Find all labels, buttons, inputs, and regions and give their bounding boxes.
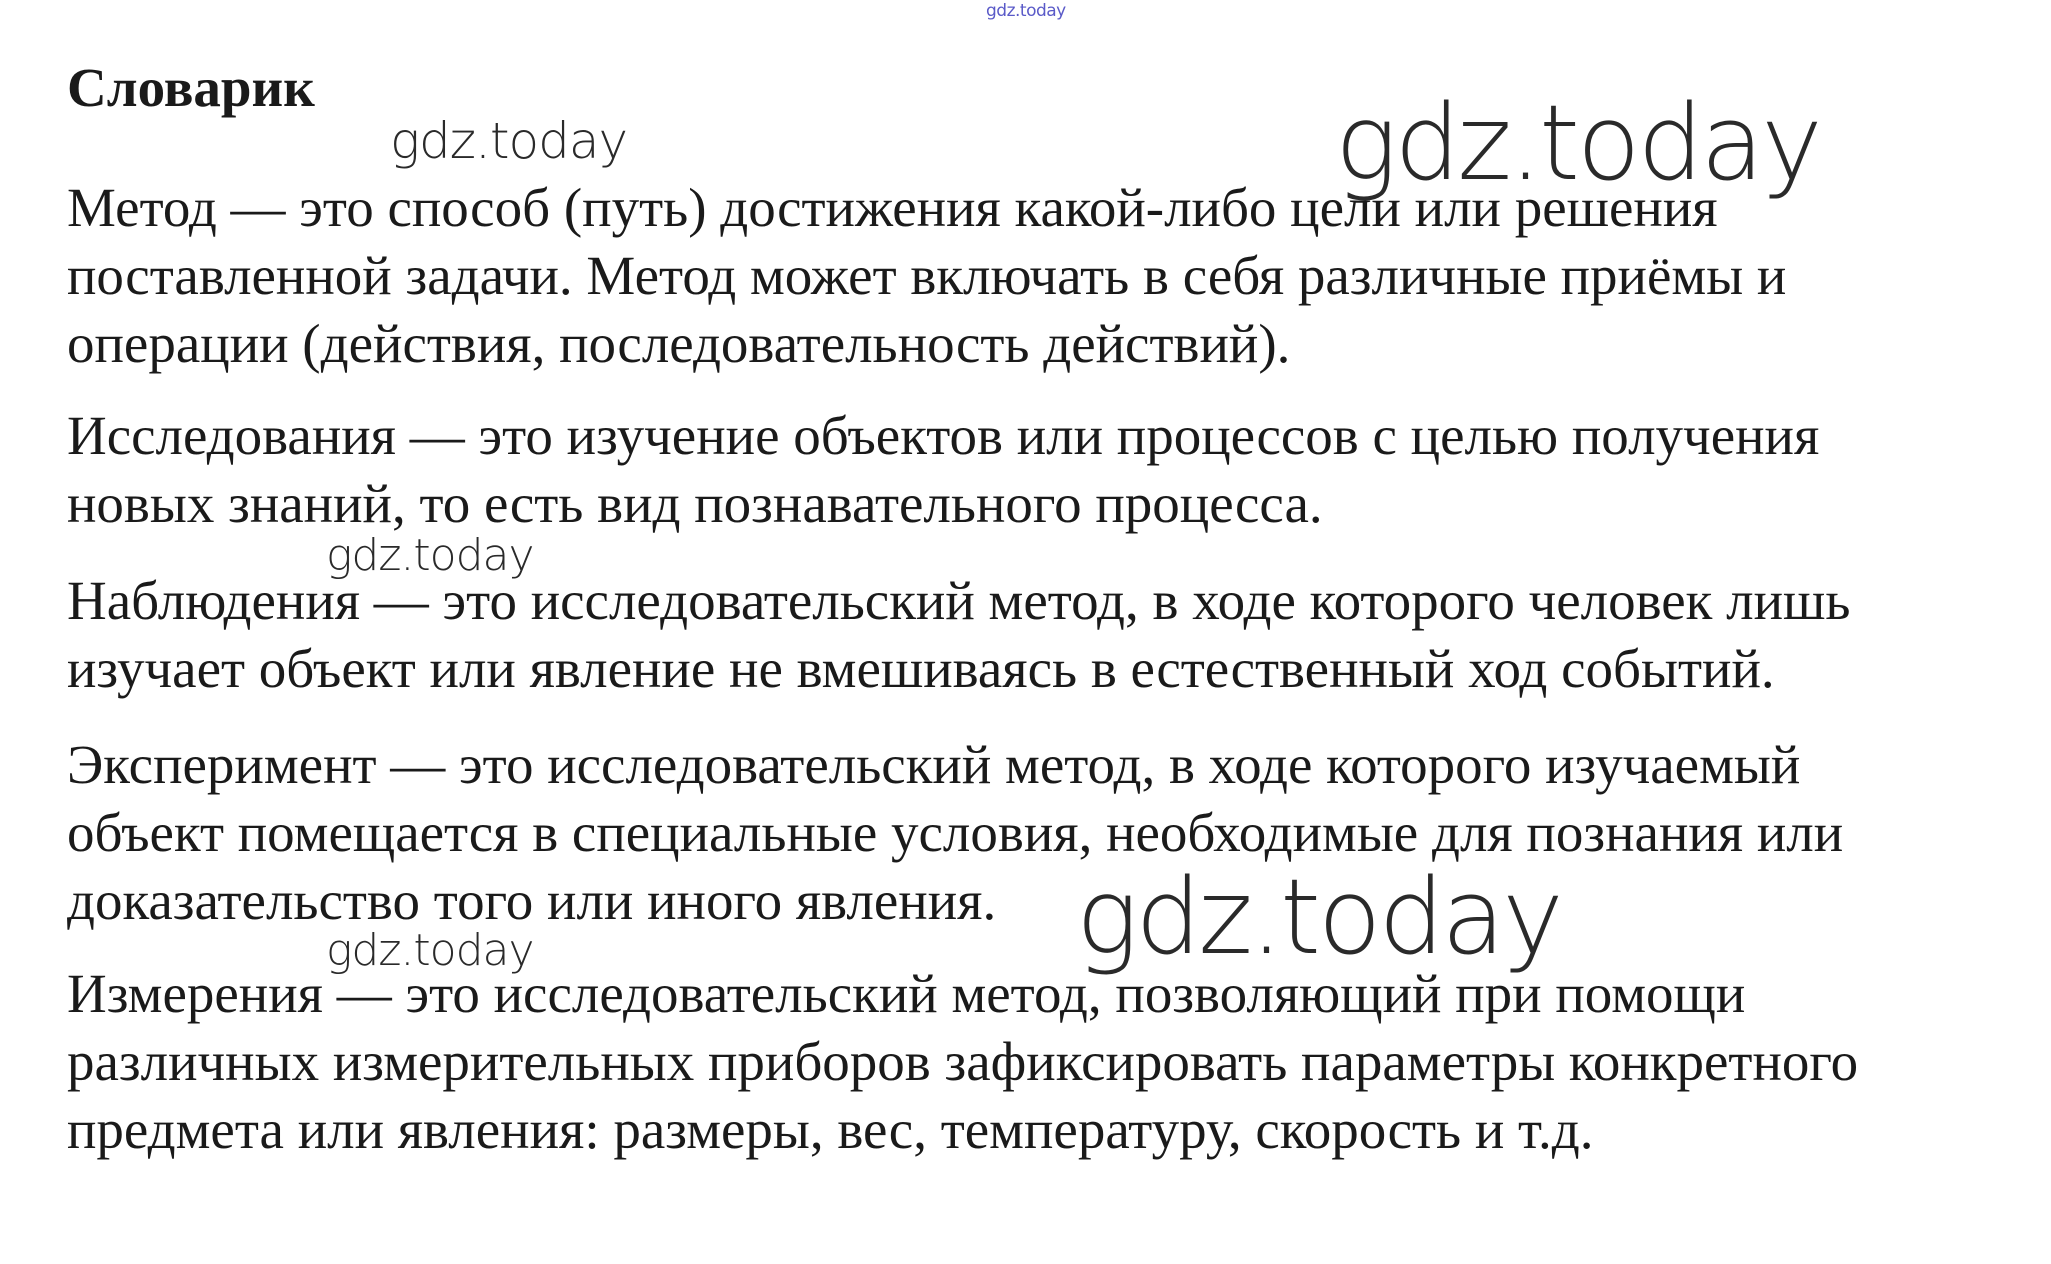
text-line: поставленной задачи. Метод может включать в себя различные приёмы и (67, 245, 1787, 306)
text-line: операции (действия, последовательность действий). (67, 313, 1291, 374)
watermark-top: gdz.today (986, 1, 1066, 21)
definition-measurement (67, 960, 2027, 1164)
text-line: доказательство того или иного явления. (67, 870, 997, 931)
definition-observation (67, 567, 2027, 703)
text-line: изучает объект или явление не вмешиваясь в естественный ход событий. (67, 638, 1775, 699)
watermark-5: gdz.today (326, 925, 534, 976)
text-line: Наблюдения — это исследовательский метод, в ходе которого человек лишь (67, 570, 1851, 631)
definition-experiment (67, 731, 2027, 935)
watermark-4: gdz.today (1076, 856, 1561, 978)
text-line: Измерения — это исследовательский метод, позволяющий при помощи (67, 963, 1746, 1024)
text-line: новых знаний, то есть вид познавательного процесса. (67, 473, 1323, 534)
definition-method (67, 174, 2027, 378)
watermark-3: gdz.today (326, 530, 534, 581)
text-line: Исследования — это изучение объектов или процессов с целью получения (67, 405, 1820, 466)
text-line: предмета или явления: размеры, вес, температуру, скорость и т.д. (67, 1099, 1594, 1160)
definition-research (67, 402, 2027, 538)
page-title: Словарик (67, 57, 315, 118)
text-line: Эксперимент — это исследовательский метод, в ходе которого изучаемый (67, 734, 1801, 795)
text-line: объект помещается в специальные условия, необходимые для познания или (67, 802, 1844, 863)
text-line: Метод — это способ (путь) достижения какой-либо цели или решения (67, 177, 1718, 238)
text-line: различных измерительных приборов зафиксировать параметры конкретного (67, 1031, 1859, 1092)
watermark-2: gdz.today (1335, 82, 1820, 204)
watermark-1: gdz.today (390, 112, 628, 170)
